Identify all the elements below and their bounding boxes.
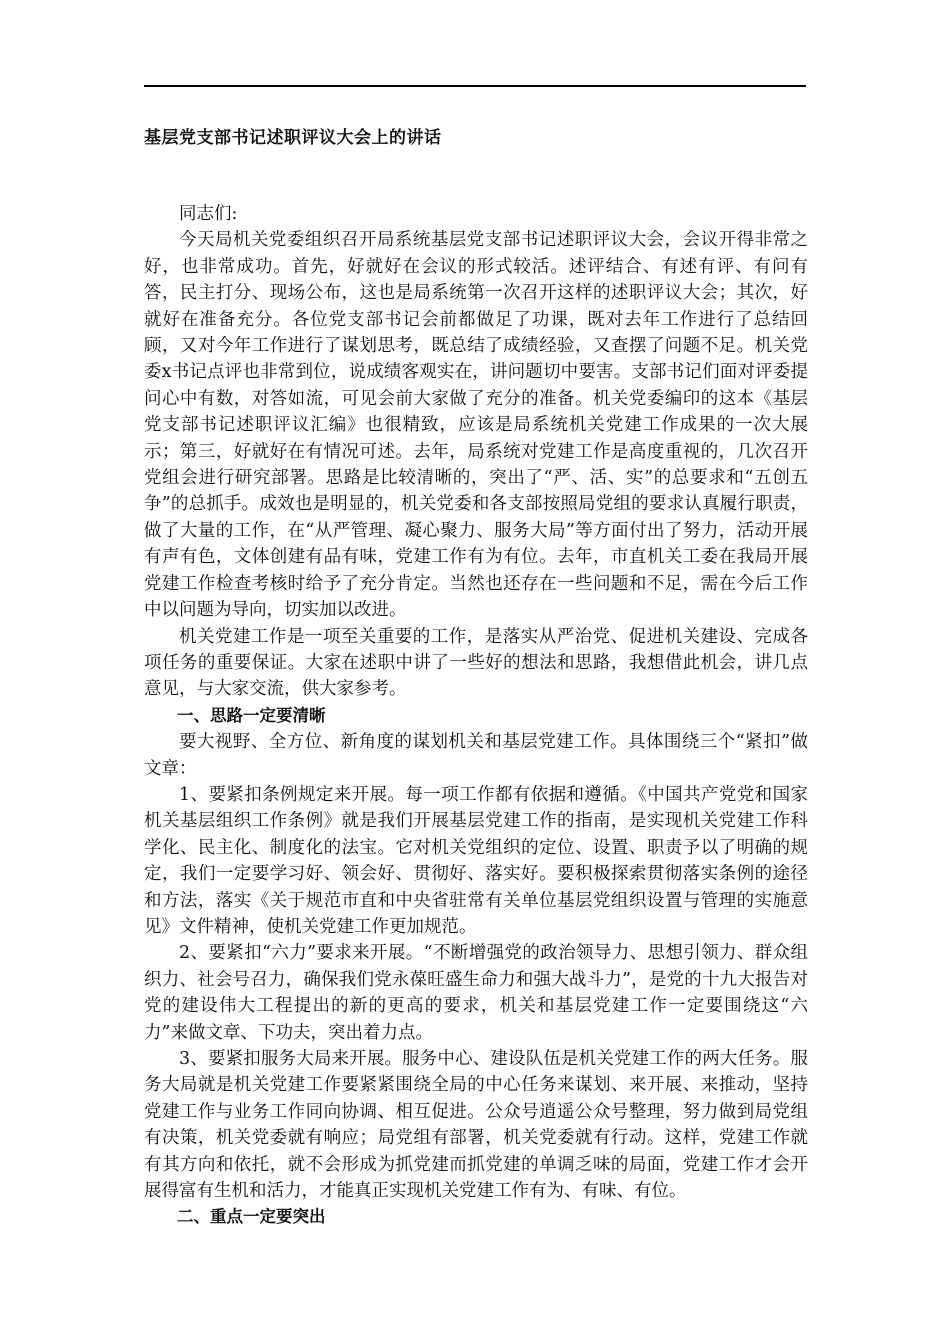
paragraph-point-2: 2、要紧扣“六力”要求来开展。“不断增强党的政治领导力、思想引领力、群众组织力、社会号召力，确保我们党永葆旺盛生命力和强大战斗力”，是党的十九大报告对党的建设伟大工程提出的新的更高的要求，机关和基层党建工作一定要围绕这“六力”来做文章、下功夫，突出着力点。	[144, 943, 808, 1043]
section-heading-1: 一、思路一定要清晰	[177, 705, 326, 725]
document-title: 基层党支部书记述职评议大会上的讲话	[144, 128, 442, 148]
section-heading-2: 二、重点一定要突出	[177, 1207, 326, 1227]
header-rule	[144, 85, 806, 87]
document-body	[144, 201, 808, 1231]
paragraph-point-1: 1、要紧扣条例规定来开展。每一项工作都有依据和遵循。《中国共产党党和国家机关基层组织工作条例》就是我们开展基层党建工作的指南，是实现机关党建工作科学化、民主化、制度化的法宝。它对机关党组织的定位、设置、职责予以了明确的规定，我们一定要学习好、领会好、贯彻好、落实好。要积极探索贯彻落实条例的途径和方法，落实《关于规范市直和中央省驻常有关单位基层党组织设置与管理的实施意见》文件精神，使机关党建工作更加规范。	[144, 784, 808, 937]
paragraph-opening-remarks: 今天局机关党委组织召开局系统基层党支部书记述职评议大会，会议开得非常之好，也非常成功。首先，好就好在会议的形式较活。述评结合、有述有评、有问有答，民主打分、现场公布，这也是局系统第一次召开这样的述职评议大会；其次，好就好在准备充分。各位党支部书记会前都做足了功课，既对去年工作进行了总结回顾，又对今年工作进行了谋划思考，既总结了成绩经验，又查摆了问题不足。机关党委x书记点评也非常到位，说成绩客观实在，讲问题切中要害。支部书记们面对评委提问心中有数，对答如流，可见会前大家做了充分的准备。机关党委编印的这本《基层党支部书记述职评议汇编》也很精致，应该是局系统机关党建工作成果的一次大展示；第三，好就好在有情况可述。去年，局系统对党建工作是高度重视的，几次召开党组会进行研究部署。思路是比较清晰的，突出了“严、活、实”的总要求和“五创五争”的总抓手。成效也是明显的，机关党委和各支部按照局党组的要求认真履行职责，做了大量的工作，在“从严管理、凝心聚力、服务大局”等方面付出了努力，活动开展有声有色，文体创建有品有味，党建工作有为有位。去年，市直机关工委在我局开展党建工作检查考核时给予了充分肯定。当然也还存在一些问题和不足，需在今后工作中以问题为导向，切实加以改进。	[144, 230, 808, 621]
paragraph-section-1-intro: 要大视野、全方位、新角度的谋划机关和基层党建工作。具体围绕三个“紧扣”做文章：	[144, 732, 808, 779]
paragraph-introduction: 机关党建工作是一项至关重要的工作，是落实从严治党、促进机关建设、完成各项任务的重要保证。大家在述职中讲了一些好的想法和思路，我想借此机会，讲几点意见，与大家交流，供大家参考。	[144, 626, 808, 700]
paragraph-point-3: 3、要紧扣服务大局来开展。服务中心、建设队伍是机关党建工作的两大任务。服务大局就是机关党建工作要紧紧围绕全局的中心任务来谋划、来开展、来推动，坚持党建工作与业务工作同向协调、相互促进。公众号逍遥公众号整理，努力做到局党组有决策，机关党委就有响应；局党组有部署，机关党委就有行动。这样，党建工作就有其方向和依托，就不会形成为抓党建而抓党建的单调乏味的局面，党建工作才会开展得富有生机和活力，才能真正实现机关党建工作有为、有味、有位。	[144, 1049, 808, 1202]
salutation: 同志们:	[179, 204, 238, 224]
